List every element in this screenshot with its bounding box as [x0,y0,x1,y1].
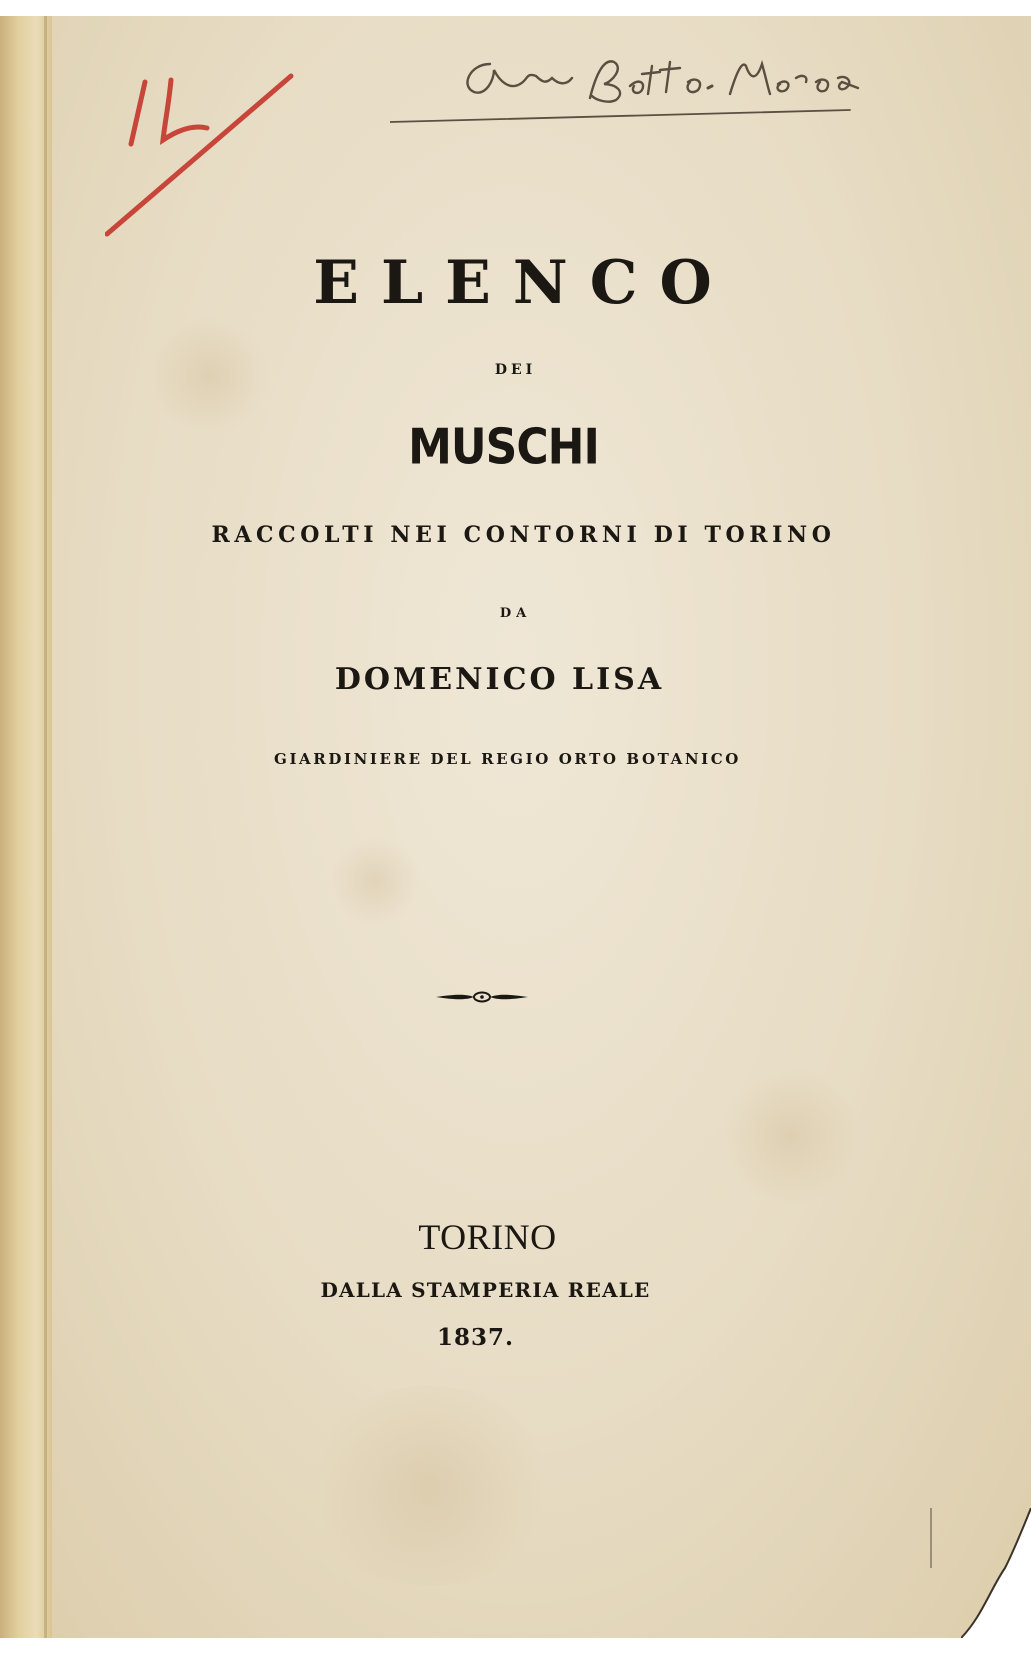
printer-ornament-divider [436,989,528,1005]
page-crease-mark [930,1508,932,1568]
author-name: DOMENICO LISA [334,662,665,697]
red-pencil-shelf-mark [105,52,305,242]
scanned-title-page [0,16,1031,1638]
book-title: ELENCO [313,248,734,318]
author-affiliation: GIARDINIERE DEL REGIO ORTO BOTANICO [274,750,741,768]
handwritten-owner-signature [390,38,910,134]
title-connector-da: DA [499,606,532,621]
imprint-city: TORINO [418,1217,557,1257]
imprint-press: DALLA STAMPERIA REALE [320,1278,651,1302]
book-subject: MUSCHI [408,418,599,477]
book-subtitle: RACCOLTI NEI CONTORNI DI TORINO [211,522,836,548]
title-connector-dei: DEI [494,362,537,378]
torn-corner [961,1508,1031,1638]
imprint-year: 1837. [436,1324,515,1351]
paper-stain [300,1386,560,1586]
paper-stain [720,1066,860,1206]
paper-stain [330,836,420,926]
